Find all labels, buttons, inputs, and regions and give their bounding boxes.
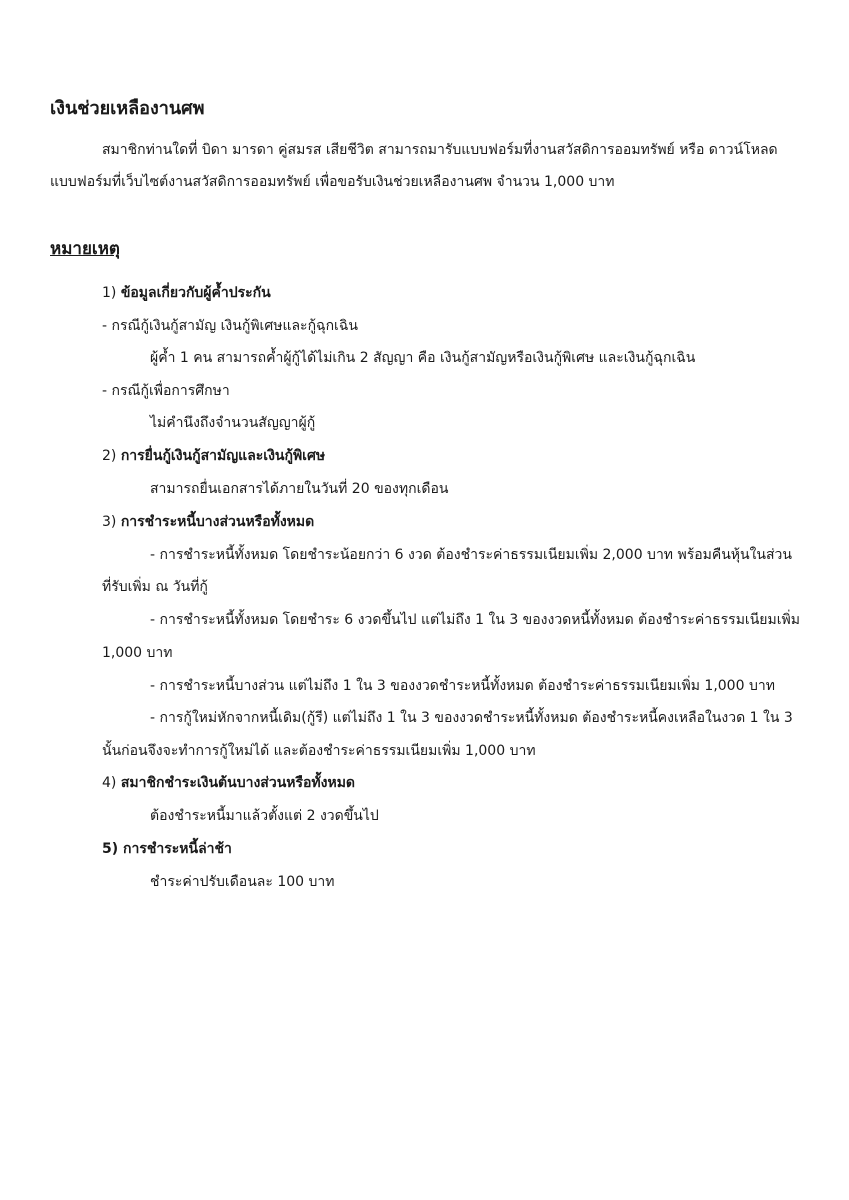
- note-4-number: 4): [102, 775, 117, 791]
- note-3-item-3: - การชำระหนี้บางส่วน แต่ไม่ถึง 1 ใน 3 ของงวดชำระหนี้ทั้งหมด ต้องชำระค่าธรรมเนียมเพิ่ม 1,000 บาท: [150, 678, 775, 694]
- note-3-item-2-line-1: - การชำระหนี้ทั้งหมด โดยชำระ 6 งวดขึ้นไป แต่ไม่ถึง 1 ใน 3 ของงวดหนี้ทั้งหมด ต้องชำระค่าธรรมเนียมเพิ่ม: [150, 612, 800, 628]
- note-1-case-2: - กรณีกู้เพื่อการศึกษา: [102, 383, 230, 399]
- note-3-number: 3): [102, 514, 117, 530]
- note-5-heading: [102, 839, 232, 859]
- note-1-case-1: - กรณีกู้เงินกู้สามัญ เงินกู้พิเศษและกู้ฉุกเฉิน: [102, 318, 358, 334]
- note-1-case-1-detail: ผู้ค้ำ 1 คน สามารถค้ำผู้กู้ได้ไม่เกิน 2 สัญญา คือ เงินกู้สามัญหรือเงินกู้พิเศษ และเงินกู้ฉุกเฉิน: [150, 350, 696, 366]
- note-5-detail: ชำระค่าปรับเดือนละ 100 บาท: [150, 874, 335, 890]
- note-1-heading: [102, 283, 271, 303]
- note-3-item-2-line-2: 1,000 บาท: [102, 645, 173, 661]
- note-3-item-4-line-1: - การกู้ใหม่หักจากหนี้เดิม(กู้รี) แต่ไม่ถึง 1 ใน 3 ของงวดชำระหนี้ทั้งหมด ต้องชำระหนี้คงเหลือในงวด 1 ใน 3: [150, 710, 793, 726]
- note-1-case-2-detail: ไม่คำนึงถึงจำนวนสัญญาผู้กู้: [150, 415, 316, 431]
- note-4-heading: [102, 773, 355, 793]
- note-3-item-1-line-2: ที่รับเพิ่ม ณ วันที่กู้: [102, 579, 208, 595]
- page-title: เงินช่วยเหลืองานศพ: [50, 98, 205, 119]
- note-3-title: การชำระหนี้บางส่วนหรือทั้งหมด: [120, 514, 315, 530]
- note-2-heading: [102, 446, 325, 466]
- intro-paragraph-line-1: สมาชิกท่านใดที่ บิดา มารดา คู่สมรส เสียชีวิต สามารถมารับแบบฟอร์มที่งานสวัสดิการออมทรัพย์ หรือ ดาวน์โหลด: [102, 142, 778, 158]
- note-5-title: 5) การชำระหนี้ล่าช้า: [102, 841, 232, 857]
- note-4-title: สมาชิกชำระเงินต้นบางส่วนหรือทั้งหมด: [120, 775, 356, 791]
- note-2-detail: สามารถยื่นเอกสารได้ภายในวันที่ 20 ของทุกเดือน: [150, 481, 449, 497]
- notes-heading: หมายเหตุ: [50, 239, 120, 259]
- intro-paragraph-line-2: แบบฟอร์มที่เว็บไซต์งานสวัสดิการออมทรัพย์ เพื่อขอรับเงินช่วยเหลืองานศพ จำนวน 1,000 บาท: [50, 174, 615, 190]
- note-1-title: ข้อมูลเกี่ยวกับผู้ค้ำประกัน: [120, 285, 271, 301]
- note-3-item-4-line-2: นั้นก่อนจึงจะทำการกู้ใหม่ได้ และต้องชำระค่าธรรมเนียมเพิ่ม 1,000 บาท: [102, 743, 536, 759]
- note-2-title: การยื่นกู้เงินกู้สามัญและเงินกู้พิเศษ: [120, 448, 326, 464]
- note-1-number: 1): [102, 285, 117, 301]
- note-3-heading: [102, 512, 314, 532]
- note-3-item-1-line-1: - การชำระหนี้ทั้งหมด โดยชำระน้อยกว่า 6 งวด ต้องชำระค่าธรรมเนียมเพิ่ม 2,000 บาท พร้อมคืนหุ้นในส่วน: [150, 547, 792, 563]
- note-2-number: 2): [102, 448, 117, 464]
- note-4-detail: ต้องชำระหนี้มาแล้วตั้งแต่ 2 งวดขึ้นไป: [150, 808, 379, 824]
